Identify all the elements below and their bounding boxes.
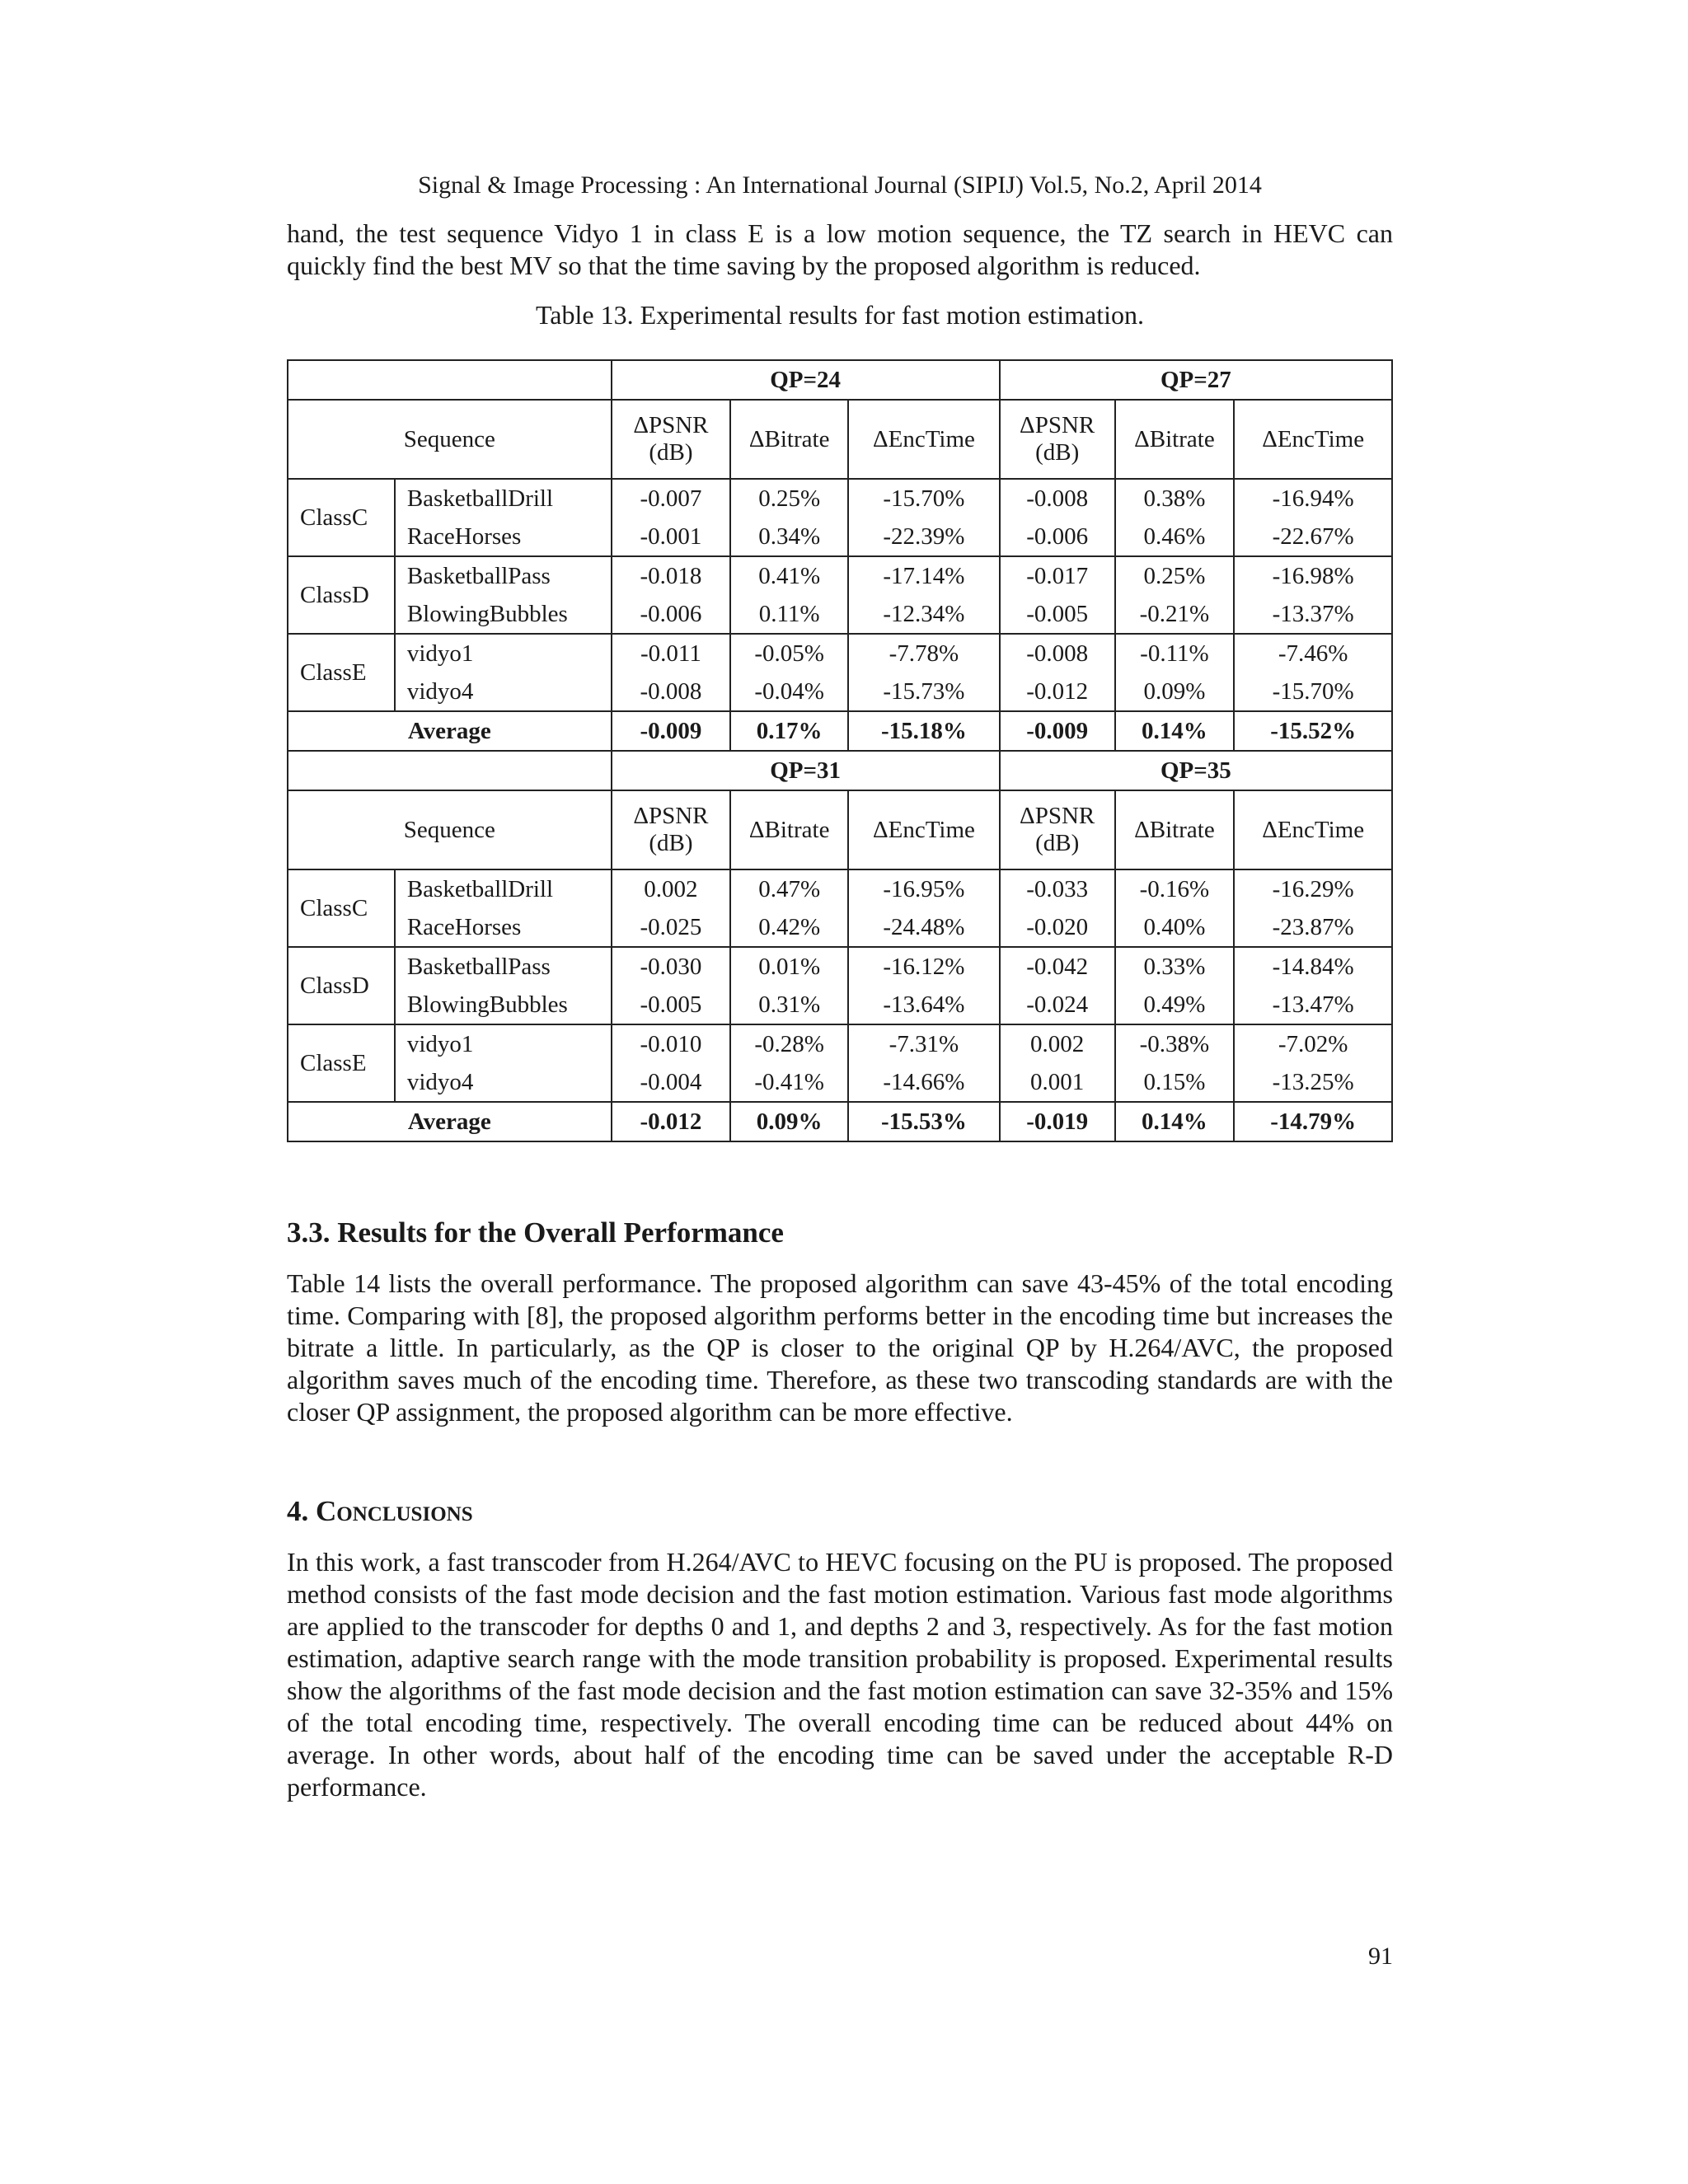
psnr-header-line2: (dB) [1035, 830, 1080, 856]
value-cell: -0.008 [1000, 479, 1115, 518]
class-label: ClassC [288, 869, 395, 947]
value-cell: -16.94% [1234, 479, 1392, 518]
value-cell: -0.28% [730, 1024, 848, 1063]
value-cell: -0.11% [1115, 634, 1235, 673]
qp-right-header: QP=35 [1000, 751, 1392, 790]
class-label: ClassE [288, 634, 395, 711]
qp-row [288, 360, 1392, 400]
psnr-header-line1: ΔPSNR [633, 412, 709, 438]
value-cell: -7.31% [848, 1024, 1000, 1063]
value-cell: -17.14% [848, 556, 1000, 595]
class-label: ClassE [288, 1024, 395, 1102]
section-4-body: In this work, a fast transcoder from H.264/AVC to HEVC focusing on the PU is proposed. The proposed method consists of the fast mode decision and the fast motion estimation. Various fast mode algorithms are applied to the transcoder for depths 0 and 1, and depths 2 and 3, respectively. As for the fast motion estimation, adaptive search range with the mode transition probability is proposed. Experimental results show the algorithms of the fast mode decision and the fast motion estimation can save 32-35% and 15% of the total encoding time, respectively. The overall encoding time can be reduced about 44% on average. In other words, about half of the encoding time can be saved under the acceptable R-D performance. [287, 1547, 1393, 1802]
value-cell: -14.66% [848, 1063, 1000, 1102]
value-cell: -0.04% [730, 673, 848, 711]
value-cell: -0.008 [1000, 634, 1115, 673]
average-value: 0.17% [730, 711, 848, 751]
enctime-header: ΔEncTime [848, 790, 1000, 869]
value-cell: -0.007 [612, 479, 731, 518]
value-cell: 0.41% [730, 556, 848, 595]
value-cell: -0.018 [612, 556, 731, 595]
sequence-name: BlowingBubbles [395, 595, 612, 634]
bitrate-header: ΔBitrate [1115, 400, 1235, 479]
value-cell: 0.38% [1115, 479, 1235, 518]
psnr-header-line1: ΔPSNR [633, 803, 709, 829]
psnr-header [612, 400, 731, 479]
class-label: ClassD [288, 947, 395, 1024]
value-cell: -0.017 [1000, 556, 1115, 595]
value-cell: 0.40% [1115, 908, 1235, 947]
value-cell: -0.004 [612, 1063, 731, 1102]
value-cell: 0.01% [730, 947, 848, 986]
value-cell: -22.67% [1234, 518, 1392, 556]
table-row [288, 595, 1392, 634]
average-value: -0.012 [612, 1102, 731, 1141]
psnr-header-line2: (dB) [1035, 439, 1080, 466]
table-row [288, 518, 1392, 556]
average-value: 0.09% [730, 1102, 848, 1141]
value-cell: -0.006 [1000, 518, 1115, 556]
bitrate-header: ΔBitrate [730, 790, 848, 869]
table-row [288, 947, 1392, 986]
sequence-name: BlowingBubbles [395, 986, 612, 1024]
value-cell: 0.25% [730, 479, 848, 518]
value-cell: -15.70% [1234, 673, 1392, 711]
class-label: ClassC [288, 479, 395, 556]
value-cell: 0.49% [1115, 986, 1235, 1024]
value-cell: -0.006 [612, 595, 731, 634]
value-cell: -0.024 [1000, 986, 1115, 1024]
table-caption: Table 13. Experimental results for fast motion estimation. [535, 300, 1145, 330]
enctime-header: ΔEncTime [848, 400, 1000, 479]
sequence-name: vidyo1 [395, 634, 612, 673]
sequence-name: vidyo4 [395, 673, 612, 711]
sequence-header: Sequence [288, 790, 612, 869]
value-cell: 0.002 [1000, 1024, 1115, 1063]
sequence-name: RaceHorses [395, 908, 612, 947]
table-row [288, 673, 1392, 711]
psnr-header [1000, 790, 1115, 869]
average-value: -15.18% [848, 711, 1000, 751]
average-value: 0.14% [1115, 1102, 1235, 1141]
value-cell: 0.42% [730, 908, 848, 947]
value-cell: 0.09% [1115, 673, 1235, 711]
qp-blank-cell [288, 360, 612, 400]
psnr-header-line1: ΔPSNR [1020, 803, 1095, 829]
value-cell: -13.64% [848, 986, 1000, 1024]
table-row [288, 1024, 1392, 1063]
value-cell: 0.15% [1115, 1063, 1235, 1102]
sequence-name: RaceHorses [395, 518, 612, 556]
sequence-header: Sequence [288, 400, 612, 479]
section-4-number: 4. [287, 1495, 316, 1527]
psnr-header [1000, 400, 1115, 479]
value-cell: 0.002 [612, 869, 731, 908]
value-cell: -16.29% [1234, 869, 1392, 908]
sequence-name: BasketballPass [395, 947, 612, 986]
average-label: Average [288, 1102, 612, 1141]
section-4-title: Conclusions [316, 1495, 473, 1527]
value-cell: 0.34% [730, 518, 848, 556]
sequence-name: vidyo1 [395, 1024, 612, 1063]
value-cell: -16.98% [1234, 556, 1392, 595]
value-cell: -13.25% [1234, 1063, 1392, 1102]
table-row [288, 556, 1392, 595]
table-row [288, 634, 1392, 673]
value-cell: -0.010 [612, 1024, 731, 1063]
value-cell: -0.41% [730, 1063, 848, 1102]
qp-left-header: QP=24 [612, 360, 1000, 400]
value-cell: -0.033 [1000, 869, 1115, 908]
average-row [288, 711, 1392, 751]
value-cell: -7.02% [1234, 1024, 1392, 1063]
average-value: -0.009 [612, 711, 731, 751]
table-row [288, 869, 1392, 908]
average-value: -0.009 [1000, 711, 1115, 751]
table-row [288, 908, 1392, 947]
value-cell: -12.34% [848, 595, 1000, 634]
results-table [287, 359, 1393, 1142]
value-cell: -0.05% [730, 634, 848, 673]
qp-right-header: QP=27 [1000, 360, 1392, 400]
value-cell: -0.21% [1115, 595, 1235, 634]
value-cell: -15.70% [848, 479, 1000, 518]
value-cell: -16.95% [848, 869, 1000, 908]
class-label: ClassD [288, 556, 395, 634]
value-cell: -16.12% [848, 947, 1000, 986]
value-cell: 0.11% [730, 595, 848, 634]
intro-paragraph: hand, the test sequence Vidyo 1 in class E is a low motion sequence, the TZ search in HEVC can quickly find the best MV so that the time saving by the proposed algorithm is reduced. [287, 218, 1393, 280]
value-cell: 0.47% [730, 869, 848, 908]
value-cell: -13.37% [1234, 595, 1392, 634]
column-header-row [288, 790, 1392, 869]
value-cell: -0.030 [612, 947, 731, 986]
value-cell: -0.001 [612, 518, 731, 556]
average-label: Average [288, 711, 612, 751]
psnr-header-line1: ΔPSNR [1020, 412, 1095, 438]
value-cell: -0.025 [612, 908, 731, 947]
column-header-row [288, 400, 1392, 479]
average-row [288, 1102, 1392, 1141]
sequence-name: BasketballDrill [395, 479, 612, 518]
page-number: 91 [1368, 1943, 1393, 1970]
value-cell: -24.48% [848, 908, 1000, 947]
value-cell: -7.78% [848, 634, 1000, 673]
psnr-header-line2: (dB) [649, 439, 693, 466]
average-value: 0.14% [1115, 711, 1235, 751]
value-cell: 0.31% [730, 986, 848, 1024]
qp-blank-cell [288, 751, 612, 790]
section-3-3-heading: 3.3. Results for the Overall Performance [287, 1216, 784, 1249]
psnr-header-line2: (dB) [649, 830, 693, 856]
value-cell: -0.012 [1000, 673, 1115, 711]
value-cell: -0.042 [1000, 947, 1115, 986]
value-cell: -0.005 [612, 986, 731, 1024]
value-cell: -0.005 [1000, 595, 1115, 634]
bitrate-header: ΔBitrate [1115, 790, 1235, 869]
value-cell: 0.46% [1115, 518, 1235, 556]
value-cell: -0.38% [1115, 1024, 1235, 1063]
value-cell: -0.16% [1115, 869, 1235, 908]
bitrate-header: ΔBitrate [730, 400, 848, 479]
psnr-header [612, 790, 731, 869]
value-cell: -15.73% [848, 673, 1000, 711]
table-row [288, 1063, 1392, 1102]
value-cell: -7.46% [1234, 634, 1392, 673]
qp-left-header: QP=31 [612, 751, 1000, 790]
value-cell: 0.25% [1115, 556, 1235, 595]
value-cell: -0.011 [612, 634, 731, 673]
section-4-heading [287, 1495, 473, 1528]
enctime-header: ΔEncTime [1234, 790, 1392, 869]
average-value: -0.019 [1000, 1102, 1115, 1141]
average-value: -15.53% [848, 1102, 1000, 1141]
value-cell: -0.020 [1000, 908, 1115, 947]
value-cell: -14.84% [1234, 947, 1392, 986]
value-cell: 0.33% [1115, 947, 1235, 986]
sequence-name: vidyo4 [395, 1063, 612, 1102]
enctime-header: ΔEncTime [1234, 400, 1392, 479]
value-cell: -13.47% [1234, 986, 1392, 1024]
average-value: -15.52% [1234, 711, 1392, 751]
section-3-3-body: Table 14 lists the overall performance. The proposed algorithm can save 43-45% of the total encoding time. Comparing with [8], the proposed algorithm performs better in the encoding time but increases the bitrate a little. In particularly, as the QP is closer to the original QP by H.264/AVC, the proposed algorithm saves much of the encoding time. Therefore, as these two transcoding standards are with the closer QP assignment, the proposed algorithm can be more effective. [287, 1268, 1393, 1427]
value-cell: 0.001 [1000, 1063, 1115, 1102]
sequence-name: BasketballPass [395, 556, 612, 595]
value-cell: -0.008 [612, 673, 731, 711]
running-header: Signal & Image Processing : An International Journal (SIPIJ) Vol.5, No.2, April 2014 [418, 171, 1262, 199]
table-row [288, 479, 1392, 518]
qp-row [288, 751, 1392, 790]
value-cell: -22.39% [848, 518, 1000, 556]
average-value: -14.79% [1234, 1102, 1392, 1141]
table-row [288, 986, 1392, 1024]
sequence-name: BasketballDrill [395, 869, 612, 908]
value-cell: -23.87% [1234, 908, 1392, 947]
